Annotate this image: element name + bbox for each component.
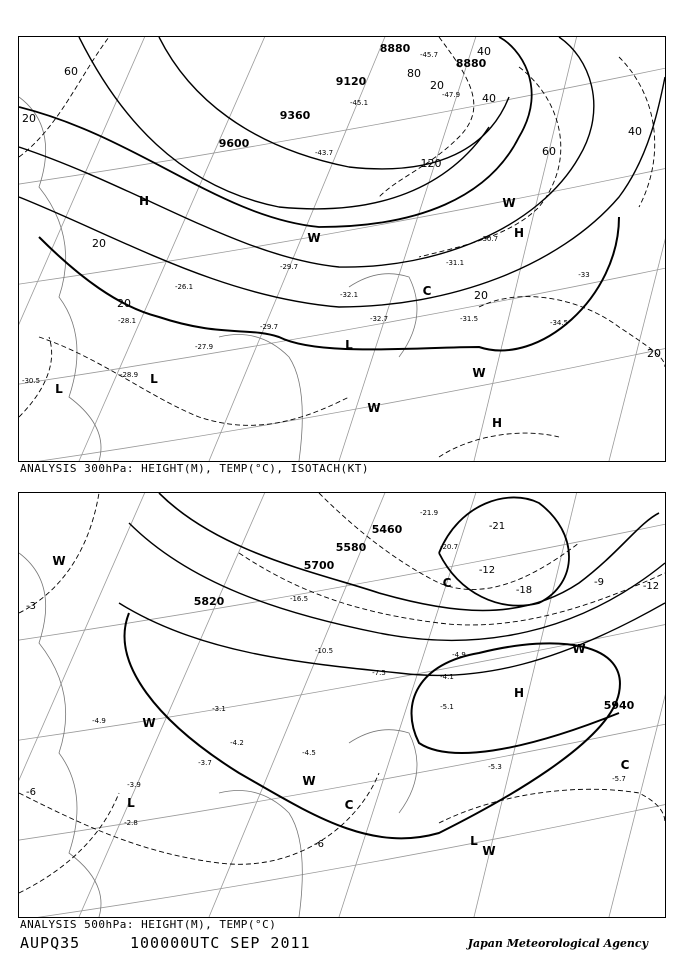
- panel-500hpa: [18, 492, 666, 918]
- pressure-center-label: L: [150, 372, 158, 386]
- height-contour: [19, 77, 665, 307]
- meridian-line: [19, 37, 149, 461]
- temperature-value: -27.9: [194, 343, 214, 351]
- temperature-value: -5.7: [612, 775, 626, 783]
- isotherm-contour: [19, 793, 119, 893]
- height-label: 5460: [371, 523, 403, 536]
- temperature-value: -34.5: [549, 319, 569, 327]
- coastline: [219, 335, 302, 462]
- height-label: 9120: [335, 75, 367, 88]
- coastline: [219, 791, 302, 918]
- chart-id: AUPQ35: [20, 934, 81, 952]
- agency-name: Japan Meteorological Agency: [467, 937, 648, 950]
- pressure-center-label: H: [513, 686, 525, 700]
- isotach-label: 80: [407, 67, 421, 80]
- temperature-value: -47.9: [441, 91, 461, 99]
- temperature-value: -29.7: [259, 323, 279, 331]
- isotherm-label: -9: [594, 577, 604, 588]
- parallel-line: [19, 337, 665, 461]
- temperature-value: -5.1: [440, 703, 454, 711]
- temperature-value: -29.7: [279, 263, 299, 271]
- temperature-value: -32.1: [339, 291, 359, 299]
- isotach-label: 20: [647, 347, 661, 360]
- isotach-label: 20: [430, 79, 444, 92]
- temperature-value: -45.1: [349, 99, 369, 107]
- temperature-value: -4.9: [92, 717, 106, 725]
- isotach-label: 40: [477, 45, 491, 58]
- temperature-value: -7.5: [372, 669, 386, 677]
- temperature-value: -4.1: [440, 673, 454, 681]
- pressure-center-label: H: [513, 226, 525, 240]
- meridian-line: [209, 493, 389, 917]
- temperature-value: -20.7: [439, 543, 459, 551]
- temperature-value: -30.5: [21, 377, 41, 385]
- parallel-line: [19, 513, 665, 643]
- pressure-center-label: W: [307, 231, 321, 245]
- meridian-line: [339, 493, 479, 917]
- temperature-value: -3.1: [212, 705, 226, 713]
- temperature-value: -31.5: [459, 315, 479, 323]
- temperature-value: -4.2: [230, 739, 244, 747]
- pressure-center-label: C: [422, 284, 432, 298]
- temperature-value: -45.7: [419, 51, 439, 59]
- pressure-center-label: L: [345, 338, 353, 352]
- temperature-value: -3.9: [127, 781, 141, 789]
- pressure-center-label: L: [127, 796, 135, 810]
- isotach-label: 60: [542, 145, 556, 158]
- temperature-value: -2.8: [124, 819, 138, 827]
- height-label: 9600: [218, 137, 250, 150]
- isotach-label: 20: [117, 297, 131, 310]
- temperature-value: -26.1: [174, 283, 194, 291]
- pressure-center-label: H: [491, 416, 503, 430]
- height-contour: [39, 217, 619, 350]
- temperature-value: -4.9: [452, 651, 466, 659]
- isotherm-label: -21: [488, 521, 506, 532]
- temperature-value: -21.9: [419, 509, 439, 517]
- panel-300hpa: [18, 36, 666, 462]
- pressure-center-label: W: [572, 642, 586, 656]
- temperature-value: -28.9: [119, 371, 139, 379]
- isotherm-label: -12: [642, 581, 660, 592]
- temperature-value: -31.1: [445, 259, 465, 267]
- pressure-center-label: L: [470, 834, 478, 848]
- map-500hpa: [19, 493, 665, 917]
- isotach-label: 20: [92, 237, 106, 250]
- caption-500hpa: ANALYSIS 500hPa: HEIGHT(M), TEMP(°C): [20, 918, 277, 931]
- meridian-line: [19, 493, 149, 917]
- height-label: 8880: [455, 57, 487, 70]
- parallel-line: [19, 793, 665, 917]
- isotherm-contour: [19, 493, 99, 613]
- temperature-value: -3.7: [198, 759, 212, 767]
- temperature-value: -16.5: [289, 595, 309, 603]
- pressure-center-label: W: [502, 196, 516, 210]
- height-contour: [79, 37, 489, 209]
- pressure-center-label: C: [620, 758, 630, 772]
- isotach-contour: [479, 297, 665, 367]
- height-contour: [159, 493, 659, 611]
- height-label: 9360: [279, 109, 311, 122]
- isotherm-contour: [439, 789, 665, 823]
- coastline: [349, 730, 417, 813]
- temperature-value: -5.3: [488, 763, 502, 771]
- height-label: 5940: [603, 699, 635, 712]
- pressure-center-label: W: [52, 554, 66, 568]
- isotherm-label: -6: [314, 839, 324, 850]
- caption-300hpa: ANALYSIS 300hPa: HEIGHT(M), TEMP(°C), ISOTACH(KT): [20, 462, 370, 475]
- isotherm-label: -18: [515, 585, 533, 596]
- temperature-value: -33: [578, 271, 590, 279]
- isotach-label: 120: [420, 157, 442, 170]
- isotherm-label: -12: [478, 565, 496, 576]
- meridian-line: [609, 37, 665, 461]
- pressure-center-label: W: [302, 774, 316, 788]
- isotach-label: 20: [474, 289, 488, 302]
- temperature-value: -10.5: [314, 647, 334, 655]
- temperature-value: -43.7: [314, 149, 334, 157]
- temperature-value: -28.1: [117, 317, 137, 325]
- height-contour: [125, 613, 620, 838]
- isotach-contour: [439, 433, 559, 457]
- height-label: 5820: [193, 595, 225, 608]
- pressure-center-label: H: [138, 194, 150, 208]
- temperature-value: -32.7: [369, 315, 389, 323]
- isotach-label: 60: [64, 65, 78, 78]
- isotach-contour: [19, 37, 109, 157]
- isotherm-label: -3: [26, 601, 36, 612]
- height-label: 5700: [303, 559, 335, 572]
- temperature-value: -30.7: [479, 235, 499, 243]
- pressure-center-label: W: [367, 401, 381, 415]
- pressure-center-label: C: [442, 576, 452, 590]
- height-label: 8880: [379, 42, 411, 55]
- parallel-line: [19, 613, 665, 743]
- chart-valid-time: 100000UTC SEP 2011: [130, 934, 311, 952]
- isotach-label: 40: [482, 92, 496, 105]
- pressure-center-label: L: [55, 382, 63, 396]
- height-contour: [439, 497, 569, 605]
- height-label: 5580: [335, 541, 367, 554]
- temperature-value: -4.5: [302, 749, 316, 757]
- isotach-label: 20: [22, 112, 36, 125]
- isotach-label: 40: [628, 125, 642, 138]
- pressure-center-label: W: [142, 716, 156, 730]
- pressure-center-label: W: [482, 844, 496, 858]
- pressure-center-label: W: [472, 366, 486, 380]
- isotherm-label: -6: [26, 787, 36, 798]
- pressure-center-label: C: [344, 798, 354, 812]
- map-300hpa: [19, 37, 665, 461]
